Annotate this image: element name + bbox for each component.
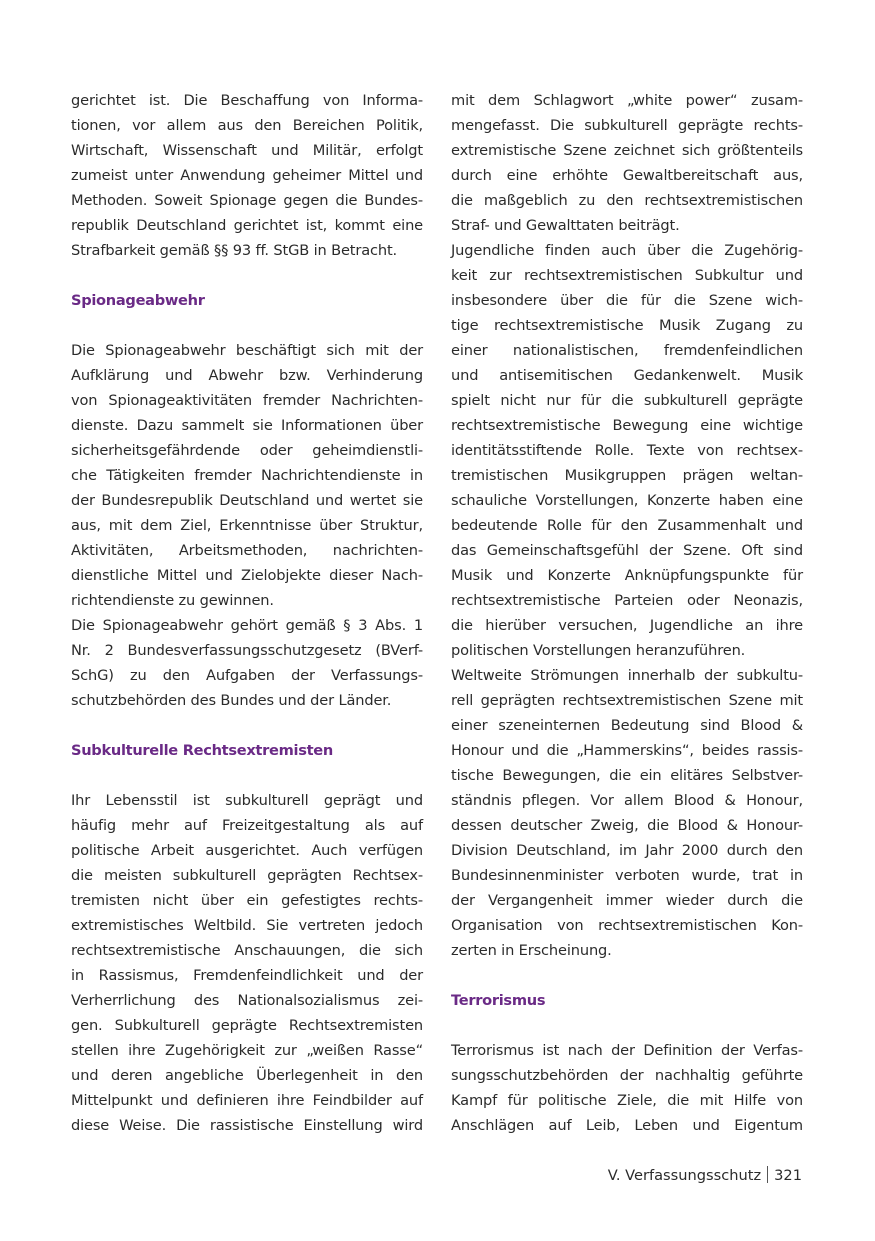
text-line: keit zur rechtsextremistischen Subkultur und [451,267,803,284]
blank-line [71,763,423,788]
text-line: tremistischen Musikgruppen prägen weltan- [451,467,803,484]
text-line: extremistische Szene zeichnet sich größtenteils [451,142,803,159]
text-line: mengefasst. Die subkulturell geprägte rechts- [451,117,803,134]
text-line: und deren angebliche Überlegenheit in den [71,1067,423,1084]
text-line: rechtsextremistische Bewegung eine wichtige [451,417,803,434]
text-line: sungsschutzbehörden der nachhaltig geführte [451,1067,803,1084]
text-line: tige rechtsextremistische Musik Zugang zu [451,317,803,334]
text-line: Straf- und Gewalttaten beiträgt. [451,217,680,234]
text-line: politischen Vorstellungen heranzuführen. [451,642,746,659]
blank-line [71,263,423,288]
text-line: einer szeneinternen Bedeutung sind Blood & [451,717,803,734]
text-line: schutzbehörden des Bundes und der Länder. [71,692,392,709]
text-line: Wirtschaft, Wissenschaft und Militär, erfolgt [71,142,423,159]
text-line: Honour und die „Hammerskins“, beides rassis- [451,742,803,759]
text-line: republik Deutschland gerichtet ist, kommt eine [71,217,423,234]
text-line: Kampf für politische Ziele, die mit Hilfe von [451,1092,803,1109]
text-line: bedeutende Rolle für den Zusammenhalt und [451,517,803,534]
blank-line [71,713,423,738]
text-line: und antisemitischen Gedankenwelt. Musik [451,367,803,384]
text-line: schauliche Vorstellungen, Konzerte haben eine [451,492,803,509]
text-line: Weltweite Strömungen innerhalb der subkultu- [451,667,803,684]
text-line: che Tätigkeiten fremder Nachrichtendienste in [71,467,423,484]
text-line: Bundesinnenminister verboten wurde, trat in [451,867,803,884]
text-line: richtendienste zu gewinnen. [71,592,274,609]
text-line: von Spionageaktivitäten fremder Nachrichten- [71,392,423,409]
text-line: durch eine erhöhte Gewaltbereitschaft aus, [451,167,803,184]
footer-divider [767,1166,768,1183]
text-line: tionen, vor allem aus den Bereichen Politik, [71,117,423,134]
text-line: Methoden. Soweit Spionage gegen die Bundes- [71,192,423,209]
text-line: die maßgeblich zu den rechtsextremistischen [451,192,803,209]
text-line: aus, mit dem Ziel, Erkenntnisse über Struktur, [71,517,423,534]
text-line: identitätsstiftende Rolle. Texte von rechtsex- [451,442,803,459]
text-line: Aktivitäten, Arbeitsmethoden, nachrichten- [71,542,423,559]
text-line: dienste. Dazu sammelt sie Informationen über [71,417,423,434]
text-line: in Rassismus, Fremdenfeindlichkeit und der [71,967,423,984]
text-line: rechtsextremistische Anschauungen, die sich [71,942,423,959]
text-line: Anschlägen auf Leib, Leben und Eigentum [451,1117,803,1134]
text-line: Mittelpunkt und definieren ihre Feindbilder auf [71,1092,423,1109]
text-line: das Gemeinschaftsgefühl der Szene. Oft sind [451,542,803,559]
text-line: Nr. 2 Bundesverfassungsschutzgesetz (BVerf- [71,642,423,659]
text-line: die meisten subkulturell geprägten Rechtsex- [71,867,423,884]
footer-section-title: V. Verfassungsschutz [607,1167,762,1184]
text-line: Die Spionageabwehr beschäftigt sich mit der [71,342,423,359]
text-line: Division Deutschland, im Jahr 2000 durch den [451,842,803,859]
text-line: ständnis pflegen. Vor allem Blood & Honour, [451,792,803,809]
text-line: dessen deutscher Zweig, die Blood & Honour- [451,817,803,834]
text-line: mit dem Schlagwort „white power“ zusam- [451,92,803,109]
blank-line [71,313,423,338]
text-line: insbesondere über die für die Szene wich- [451,292,803,309]
text-line: Verherrlichung des Nationalsozialismus zei- [71,992,423,1009]
blank-line [451,963,803,988]
text-line: der Vergangenheit immer wieder durch die [451,892,803,909]
text-line: spielt nicht nur für die subkulturell geprägte [451,392,803,409]
text-line: Terrorismus ist nach der Definition der Verfas- [451,1042,803,1059]
text-line: Musik und Konzerte Anknüpfungspunkte für [451,567,803,584]
text-line: gen. Subkulturell geprägte Rechtsextremisten [71,1017,423,1034]
text-line: diese Weise. Die rassistische Einstellung wird [71,1117,423,1134]
text-line: Aufklärung und Abwehr bzw. Verhinderung [71,367,423,384]
text-line: tremisten nicht über ein gefestigtes rechts- [71,892,423,909]
heading-terrorismus: Terrorismus [451,992,546,1009]
text-line: SchG) zu den Aufgaben der Verfassungs- [71,667,423,684]
text-line: rechtsextremistische Parteien oder Neonazis, [451,592,803,609]
text-line: tische Bewegungen, die ein elitäres Selbstver- [451,767,803,784]
text-line: gerichtet ist. Die Beschaffung von Informa- [71,92,423,109]
text-line: Jugendliche finden auch über die Zugehörig- [451,242,803,259]
text-line: extremistisches Weltbild. Sie vertreten jedoch [71,917,423,934]
text-line: zumeist unter Anwendung geheimer Mittel und [71,167,423,184]
text-line: dienstliche Mittel und Zielobjekte dieser Nach- [71,567,423,584]
text-line: sicherheitsgefährdende oder geheimdienstli- [71,442,423,459]
text-line: die hierüber versuchen, Jugendliche an ihre [451,617,803,634]
blank-line [451,1013,803,1038]
right-column [451,88,803,1138]
page-footer [608,1165,802,1187]
text-line: einer nationalistischen, fremdenfeindlichen [451,342,803,359]
text-line: Ihr Lebensstil ist subkulturell geprägt und [71,792,423,809]
page-number: 321 [774,1167,802,1184]
text-line: Organisation von rechtsextremistischen Kon- [451,917,803,934]
text-line: rell geprägten rechtsextremistischen Szene mit [451,692,803,709]
text-line: der Bundesrepublik Deutschland und wertet sie [71,492,423,509]
text-line: politische Arbeit ausgerichtet. Auch verfügen [71,842,423,859]
text-line: Strafbarkeit gemäß §§ 93 ff. StGB in Betracht. [71,242,398,259]
left-column [71,88,423,1138]
text-line: stellen ihre Zugehörigkeit zur „weißen Rasse“ [71,1042,423,1059]
heading-subkulturelle-rechtsextremisten: Subkulturelle Rechtsextremisten [71,742,333,759]
text-line: Die Spionageabwehr gehört gemäß § 3 Abs. 1 [71,617,423,634]
text-line: häufig mehr auf Freizeitgestaltung als auf [71,817,423,834]
heading-spionageabwehr: Spionageabwehr [71,292,205,309]
text-line: zerten in Erscheinung. [451,942,612,959]
